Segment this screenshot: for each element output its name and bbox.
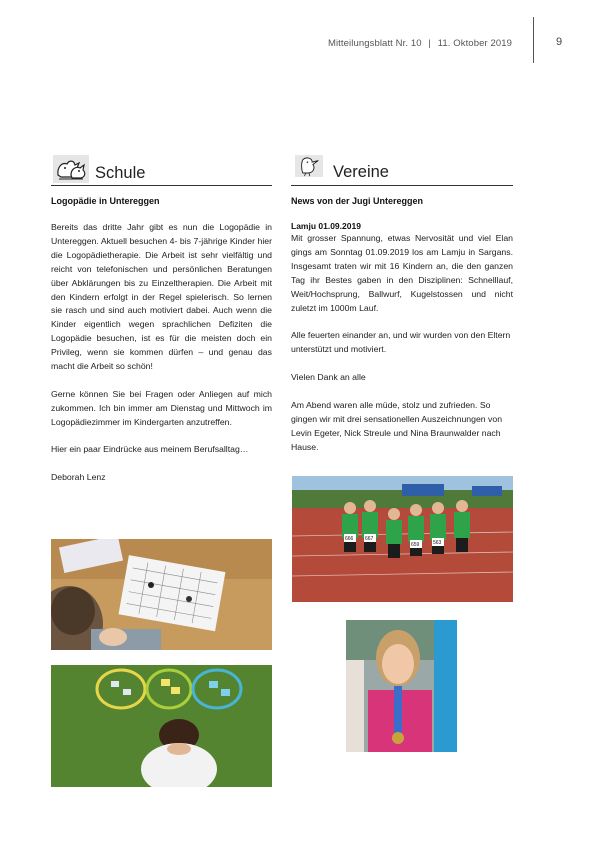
publication-name: Mitteilungsblatt Nr. 10: [327, 38, 422, 49]
paragraph: Am Abend waren alle müde, stolz und zufrieden. So gingen wir mit drei sensationellen Auszeichnungen von Levin Egeter, Nick Streule und Nina Braunwalder nach Hause.: [291, 399, 503, 452]
schule-section-header: [51, 155, 272, 186]
article-title: News von der Jugi Untereggen: [291, 196, 424, 206]
bib-number: 659: [411, 542, 420, 548]
section-title: Vereine: [333, 163, 389, 181]
page-header: [328, 38, 512, 49]
vereine-column: [291, 151, 513, 468]
article-body: [291, 232, 513, 454]
paragraph: Mit grosser Spannung, etwas Nervosität und viel Elan gings am Sonntag 01.09.2019 los am Lamju in Sargans. Insgesamt traten wir mit 16 Kindern an, die den ganzen Tag ihr Bestes gaben in den Disziplinen: Schnelllauf, Weit/Hochsprung, Ballwurf, Kugelstossen und nicht zuletzt im 1000m Lauf.: [291, 233, 513, 313]
team-group-image: [292, 476, 513, 602]
paragraph: Hier ein paar Eindrücke aus meinem Berufsalltag…: [51, 444, 249, 455]
photo-hoops-game: [51, 665, 272, 787]
section-title: Schule: [95, 164, 146, 182]
paragraph: Bereits das dritte Jahr gibt es nun die Logopädie in Untereggen. Aktuell besuchen 4- bis 7-jährige Kinder hier die Logopädietherapie. Die Arbeit ist sehr vielfältig und reicht von telefonischen und persönlichen Beratungen über Abklärungen bis zu Einzeltherapien. Die Arbeit mit den Kindern erfolgt in der Regel spielerisch. So lernen sie rasch und sind auch motiviert dabei. Auch wenn die Kinder eigentlich wegen sprachlichen Defiziten die Logopädie besuchen, ist es für die meisten doch ein Privileg, wenn sie kommen dürfen – und genau das macht die Arbeit so schön!: [51, 222, 272, 372]
photo-board-game: [51, 539, 272, 650]
header-separator: |: [428, 38, 431, 49]
issue-date: 11. Oktober 2019: [437, 38, 512, 49]
birds-icon: [53, 155, 89, 183]
paragraph: Vielen Dank an alle: [291, 372, 366, 383]
paragraph: Alle feuerten einander an, und wir wurden von den Eltern unterstützt und motiviert.: [291, 330, 511, 355]
bib-number: 563: [433, 540, 442, 546]
photo-girl-medal: [346, 620, 457, 752]
board-game-image: [51, 539, 272, 650]
bib-number: 667: [365, 536, 374, 542]
bib-number: 666: [345, 536, 354, 542]
bird-icon: [295, 151, 323, 181]
photo-team-group: [292, 476, 513, 602]
schule-column: [51, 155, 272, 499]
article-body: [51, 221, 272, 485]
vereine-section-header: [291, 151, 513, 186]
girl-medal-image: [346, 620, 457, 752]
author-signature: Deborah Lenz: [51, 472, 106, 483]
header-divider: [533, 17, 534, 63]
page-number: 9: [556, 36, 563, 48]
event-title: Lamju 01.09.2019: [291, 221, 361, 231]
paragraph: Gerne können Sie bei Fragen oder Anliegen auf mich zukommen. Ich bin immer am Dienstag und Mittwoch im Logopädiezimmer im Kindergarten anzutreffen.: [51, 388, 272, 427]
article-title: Logopädie in Untereggen: [51, 196, 160, 206]
hoops-game-image: [51, 665, 272, 787]
